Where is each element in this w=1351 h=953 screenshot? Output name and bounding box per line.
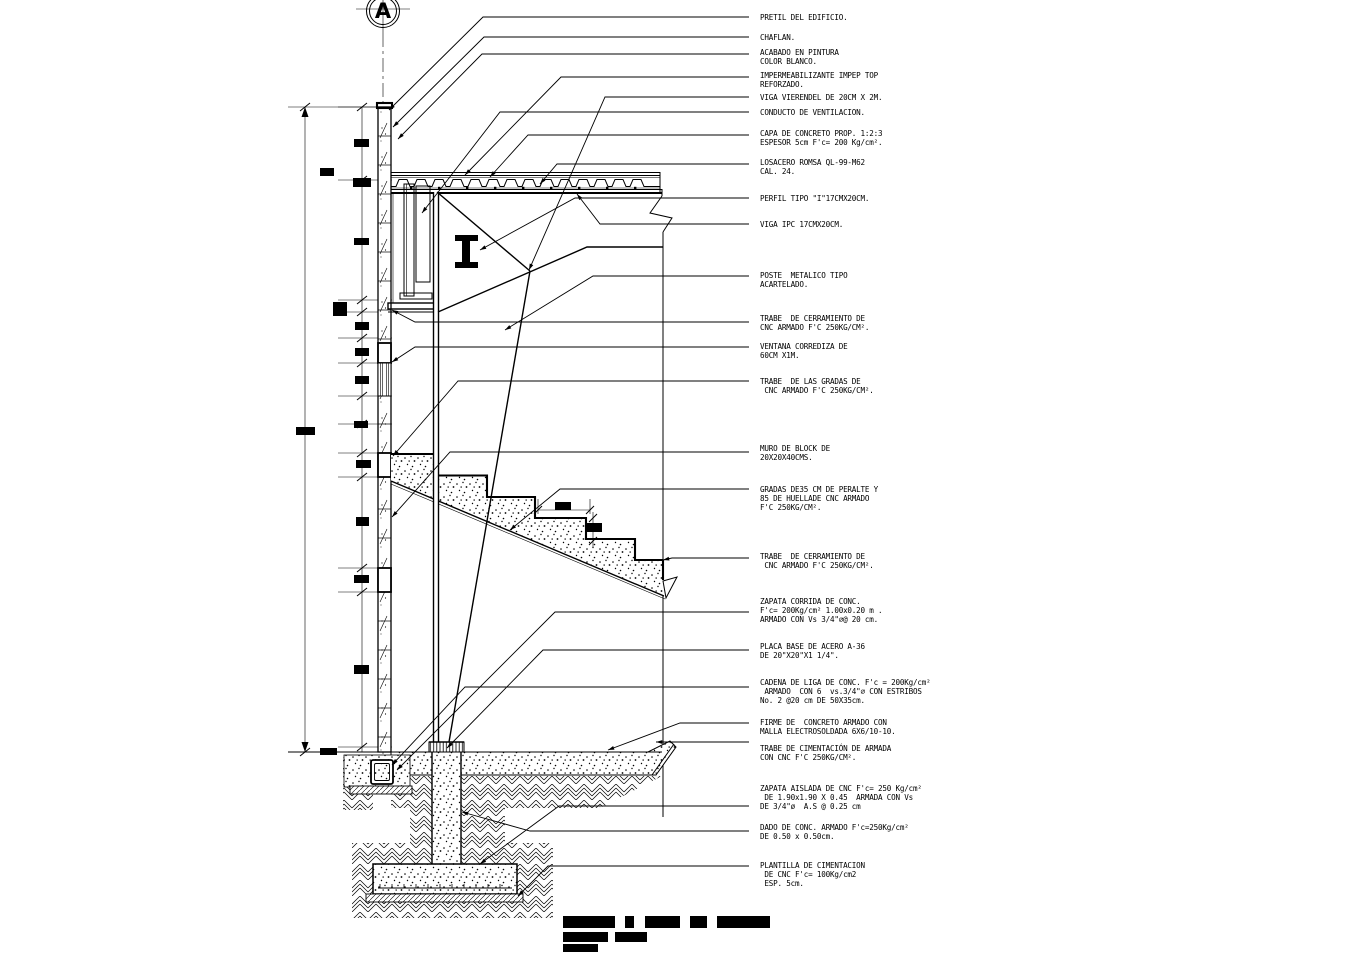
redacted-dim-text	[353, 178, 371, 187]
callout-label: ZAPATA CORRIDA DE CONC. F'c= 200Kg/cm² 1.00x0.20 m . ARMADO CON Vs 3/4"∅@ 20 cm.	[760, 597, 883, 625]
redacted-dim-text	[555, 502, 571, 510]
redacted-dim-text	[355, 348, 369, 356]
steel-base-plate	[429, 742, 464, 752]
foundation	[288, 741, 676, 918]
leader-line	[663, 558, 749, 560]
callout-label: TRABE DE LAS GRADAS DE CNC ARMADO F'C 250KG/CM².	[760, 377, 874, 396]
shear-stud	[550, 187, 552, 189]
redacted-dim-text	[354, 421, 368, 428]
section-break-symbol	[650, 196, 672, 232]
lean-concrete-strip	[350, 786, 412, 794]
callout-label: VIGA VIERENDEL DE 20CM X 2M.	[760, 93, 883, 102]
stair-beam	[378, 453, 391, 477]
callout-label: TRABE DE CERRAMIENTO DE CNC ARMADO F'C 250KG/CM².	[760, 314, 870, 333]
callout-label: ACABADO EN PINTURA COLOR BLANCO.	[760, 48, 839, 67]
callout-label: IMPERMEABILIZANTE IMPEP TOP REFORZADO.	[760, 71, 879, 90]
leader-line	[392, 347, 749, 362]
losacero-deck-profile	[391, 180, 660, 187]
redacted-title-text	[615, 932, 647, 942]
leader-line	[398, 54, 749, 139]
leader-line	[577, 194, 749, 224]
redacted-dim-text	[586, 523, 602, 532]
redacted-dim-text	[354, 238, 369, 245]
shear-stud	[578, 187, 580, 189]
redacted-title-text	[717, 916, 770, 928]
leader-arrowhead	[663, 557, 669, 561]
i-beam-symbol	[455, 235, 478, 268]
roof-slab	[391, 172, 662, 196]
redacted-title-text	[625, 916, 634, 928]
leader-line	[393, 37, 749, 127]
redacted-dim-text	[355, 322, 369, 330]
callout-label: CADENA DE LIGA DE CONC. F'c = 200Kg/cm² ARMADO CON 6 vs.3/4"∅ CON ESTRIBOS No. 2 @20 cm DE 50X35cm.	[760, 678, 931, 706]
redacted-dim-text	[333, 302, 347, 316]
leader-arrowhead	[529, 264, 533, 270]
closure-beam	[378, 568, 391, 592]
callout-label: TRABE DE CERRAMIENTO DE CNC ARMADO F'C 250KG/CM².	[760, 552, 874, 571]
redacted-title-text	[690, 916, 707, 928]
lintel-beam	[378, 343, 391, 363]
shear-stud	[410, 187, 412, 189]
shear-stud	[494, 187, 496, 189]
redacted-dim-text	[354, 665, 369, 674]
redacted-title-text	[563, 932, 608, 942]
sliding-window	[378, 363, 391, 396]
redacted-dim-text	[354, 575, 369, 583]
redacted-title-text	[563, 916, 615, 928]
leader-line	[392, 310, 749, 322]
leader-arrowhead	[656, 740, 662, 744]
callout-label: LOSACERO ROMSA QL-99-M62 CAL. 24.	[760, 158, 865, 177]
leader-line	[465, 77, 749, 175]
callout-label: GRADAS DE35 CM DE PERALTE Y 85 DE HUELLADE CNC ARMADO F'C 250KG/CM².	[760, 485, 879, 513]
leader-line	[447, 650, 749, 748]
shear-stud	[438, 187, 440, 189]
callout-label: POSTE METALICO TIPO ACARTELADO.	[760, 271, 848, 290]
isolated-footing	[373, 864, 517, 894]
leader-arrowhead	[505, 325, 511, 330]
tapered-post	[434, 192, 664, 742]
redacted-dim-text	[355, 376, 369, 384]
callout-label: PRETIL DEL EDIFICIO.	[760, 13, 848, 22]
leader-line	[462, 812, 749, 831]
leader-arrowhead	[480, 245, 486, 250]
callout-label: PLACA BASE DE ACERO A-36 DE 20"X20"X1 1/4".	[760, 642, 865, 661]
leader-line	[389, 17, 749, 110]
lean-concrete-pad	[366, 894, 523, 902]
concrete-pedestal	[432, 752, 461, 865]
redacted-title-text	[563, 944, 598, 952]
callout-label: VENTANA CORREDIZA DE 60CM X1M.	[760, 342, 848, 361]
leader-line	[529, 97, 749, 270]
redacted-dim-text	[356, 517, 369, 526]
shear-stud	[466, 187, 468, 189]
callout-label: FIRME DE CONCRETO ARMADO CON MALLA ELECTROSOLDADA 6X6/10-10.	[760, 718, 896, 737]
shear-stud	[522, 187, 524, 189]
callout-label: CAPA DE CONCRETO PROP. 1:2:3 ESPESOR 5cm F'c= 200 Kg/cm².	[760, 129, 883, 148]
leader-arrowhead	[392, 357, 398, 362]
callout-label: VIGA IPC 17CMX20CM.	[760, 220, 844, 229]
redacted-dim-text	[296, 427, 315, 435]
callout-label: DADO DE CONC. ARMADO F'c=250Kg/cm² DE 0.50 x 0.50cm.	[760, 823, 909, 842]
leader-line	[608, 723, 749, 750]
redacted-dim-text	[354, 139, 369, 147]
shear-stud	[634, 187, 636, 189]
leader-line	[393, 381, 749, 456]
redacted-title-text	[645, 916, 680, 928]
vent-duct	[388, 184, 436, 312]
callout-label: MURO DE BLOCK DE 20X20X40CMS.	[760, 444, 830, 463]
callout-label: TRABE DE CIMENTACIÓN DE ARMADA CON CNC F'C 250KG/CM².	[760, 744, 892, 763]
callout-label: ZAPATA AISLADA DE CNC F'c= 250 Kg/cm² DE 1.90x1.90 X 0.45 ARMADA CON Vs DE 3/4"ø A.S @ 0.25 cm	[760, 784, 922, 812]
leader-line	[490, 135, 749, 177]
detail-marker-letter: A	[374, 0, 392, 23]
redacted-dim-text	[320, 748, 337, 755]
redacted-dim-text	[320, 168, 334, 176]
shear-stud	[606, 187, 608, 189]
redacted-dim-text	[356, 460, 371, 468]
callout-label: CHAFLAN.	[760, 33, 795, 42]
block-wall-section	[377, 103, 392, 752]
callout-label: CONDUCTO DE VENTILACION.	[760, 108, 865, 117]
leader-arrowhead	[608, 746, 614, 750]
callout-label: PERFIL TIPO "I"17CMX20CM.	[760, 194, 870, 203]
callout-label: PLANTILLA DE CIMENTACION DE CNC F'c= 100Kg/cm2 ESP. 5cm.	[760, 861, 865, 889]
